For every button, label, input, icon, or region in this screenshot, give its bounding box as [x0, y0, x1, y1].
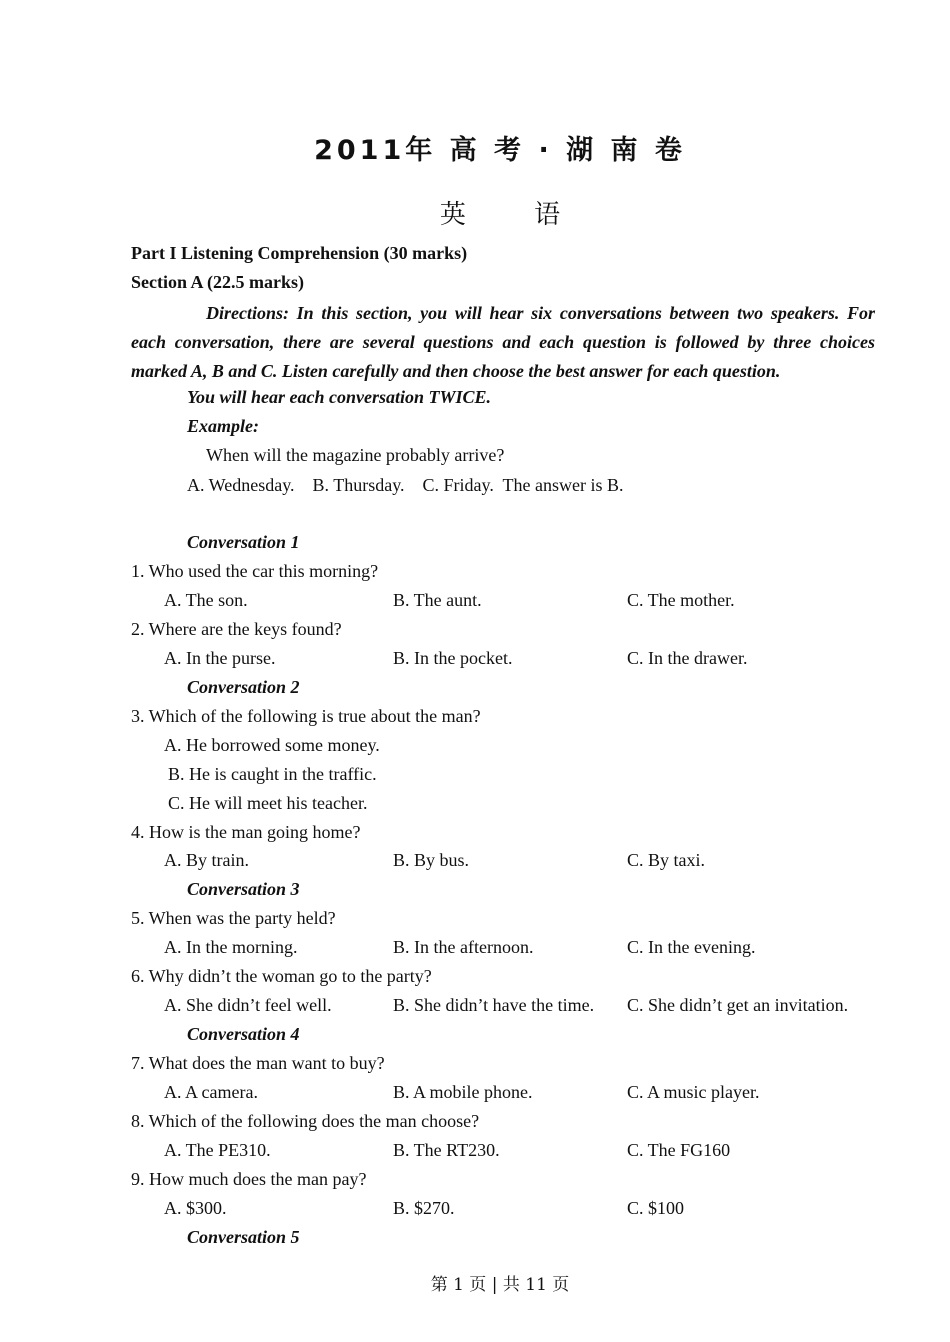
- example-options: A. Wednesday. B. Thursday. C. Friday. The answer is B.: [187, 475, 624, 495]
- example-question: When will the magazine probably arrive?: [206, 445, 505, 465]
- question-4: 4. How is the man going home?: [131, 822, 361, 842]
- question-1: 1. Who used the car this morning?: [131, 561, 379, 581]
- conversation-1-label: Conversation 1: [187, 532, 300, 552]
- question-6-option-c: C. She didn’t get an invitation.: [627, 995, 849, 1015]
- example-label: Example:: [187, 416, 259, 436]
- conversation-5-label: Conversation 5: [187, 1227, 300, 1247]
- section-heading: Section A (22.5 marks): [131, 272, 304, 292]
- page-footer: 第 1 页 | 共 11 页: [430, 1275, 570, 1295]
- question-5: 5. When was the party held?: [131, 908, 336, 928]
- part-heading: Part I Listening Comprehension (30 marks): [131, 243, 468, 263]
- question-8-option-c: C. The FG160: [627, 1140, 731, 1160]
- question-9-option-c: C. $100: [627, 1198, 685, 1218]
- question-3-option-b: B. He is caught in the traffic.: [168, 764, 377, 784]
- conversation-3-label: Conversation 3: [187, 879, 300, 899]
- question-2: 2. Where are the keys found?: [131, 619, 342, 639]
- question-6-option-a: A. She didn’t feel well.: [164, 995, 332, 1015]
- question-2-option-a: A. In the purse.: [164, 648, 276, 668]
- question-8: 8. Which of the following does the man choose?: [131, 1111, 480, 1131]
- question-1-option-c: C. The mother.: [627, 590, 735, 610]
- question-5-option-c: C. In the evening.: [627, 937, 756, 957]
- question-7-option-b: B. A mobile phone.: [393, 1082, 533, 1102]
- question-3-option-c: C. He will meet his teacher.: [168, 793, 368, 813]
- subject-title: 英 语: [439, 200, 561, 230]
- question-3: 3. Which of the following is true about the man?: [131, 706, 481, 726]
- question-8-option-b: B. The RT230.: [393, 1140, 500, 1160]
- directions-text: Directions: In this section, you will hear six conversations between two speakers. For each conversation, there are several questions and each question is followed by three choices marked A, B and C. Listen carefully and then choose the best answer for each question.: [131, 303, 875, 381]
- question-5-option-a: A. In the morning.: [164, 937, 298, 957]
- conversation-2-label: Conversation 2: [187, 677, 300, 697]
- question-9-option-a: A. $300.: [164, 1198, 227, 1218]
- twice-note: You will hear each conversation TWICE.: [187, 387, 492, 407]
- question-2-option-b: B. In the pocket.: [393, 648, 513, 668]
- question-7-option-a: A. A camera.: [164, 1082, 258, 1102]
- question-6-option-b: B. She didn’t have the time.: [393, 995, 595, 1015]
- question-1-option-b: B. The aunt.: [393, 590, 482, 610]
- question-1-option-a: A. The son.: [164, 590, 248, 610]
- question-7: 7. What does the man want to buy?: [131, 1053, 385, 1073]
- question-9: 9. How much does the man pay?: [131, 1169, 367, 1189]
- question-2-option-c: C. In the drawer.: [627, 648, 748, 668]
- question-9-option-b: B. $270.: [393, 1198, 455, 1218]
- question-7-option-c: C. A music player.: [627, 1082, 760, 1102]
- conversation-4-label: Conversation 4: [187, 1024, 300, 1044]
- exam-title: 2011年 高 考 · 湖 南 卷: [314, 135, 686, 166]
- question-6: 6. Why didn’t the woman go to the party?: [131, 966, 432, 986]
- question-5-option-b: B. In the afternoon.: [393, 937, 534, 957]
- question-4-option-b: B. By bus.: [393, 850, 470, 870]
- question-3-option-a: A. He borrowed some money.: [164, 735, 380, 755]
- question-4-option-a: A. By train.: [164, 850, 249, 870]
- question-8-option-a: A. The PE310.: [164, 1140, 271, 1160]
- question-4-option-c: C. By taxi.: [627, 850, 706, 870]
